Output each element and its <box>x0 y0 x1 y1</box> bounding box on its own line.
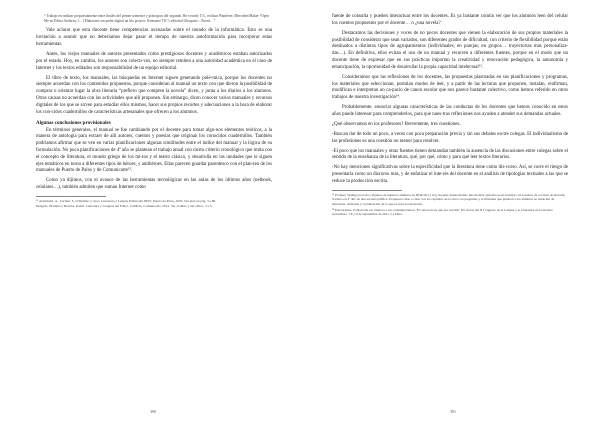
list-item: -El poco que los manuales y otras fuentes tienen demandan también la ausencia de las discusiones entre colegas sobre el sentido de la enseñanza de la literatura, qué, por qué, cómo y para qué leer textos literarios. <box>332 148 568 161</box>
paragraph: Como ya dijimos, con el avance de las herramientas tecnológicas en las aulas de los últimos años (netbook, celulares…), también admiten que suman Internet como <box>36 178 272 191</box>
paragraph: fuente de consulta y pueden interactuar entre los docentes. Es ya bastante común ver que los alumnos leen del celular los cuentos propuestos por el docente… o ¿una novela? <box>332 14 568 26</box>
footnote-divider <box>36 196 106 197</box>
paragraph: El libro de texto, los manuales, las búsquedas en Internet siguen generando polé-mica, porque los docentes no siempre acuerdan con los contenidos propuestos, porque consideran al manual un texto con que dieron la posibilidad de comprar o orientar lugar la obra literaria “prefiero que compren la novela” dicen, y junta a los diarios a los alumnos. Otras causas no acuerdan con las actividades que allí proponen. Sin embargo, dicen conocer varios manuales y recursos digitales de los que se sirven para estudiar ellos mismos, hacer sus propios recortes y adecuaciones a la hora de elaborar los con-cidos cuadernillos de características artesanales que ofrecen a los alumnos. <box>36 75 272 115</box>
left-text-column <box>36 14 272 210</box>
right-text-column <box>332 14 568 218</box>
list-item: -Buscan dar de todo un poco, a veces con poca preparación previa y sin sus debates en-tre colegas. El individualismo de las profesiones es una cuestión no menor para resolver. <box>332 131 568 144</box>
right-page <box>300 0 600 424</box>
paragraph: Consideramos que las reflexiones de los docentes, las propuestas plasmadas en sus planificaciones y programas, los materiales que seleccionan, postulan modos de leer, y a partir de las lecturas que proponen, instalan, reafirman, modifican e interpretan un ca-pacio de canon escolar que nos parece bastante colectivo, como hemos referido en otros trabajos de nuestra investigación¹⁴. <box>332 74 568 101</box>
footnote: ¹⁴ Estivariense. Fabiola De los clásicos a los contemporáneos. El canon en las que por escribir. En: Actas del II Congreso de la Lengua y la Literatura en la escuela secundaria. 7,8 y 9 de septiembre de 2011, La Plata. <box>332 207 553 217</box>
paragraph: En términos generales, el manual se fue cambiando por el docente para tomar algu-nos elementos teóricos, a la manera de antología para extraer de allí autores, cuentos y poesías que originan los conocidos cuadernillos. También podríamos afirmar que se ven en varias planificaciones algunas similitudes entre el índice del manual y la lógica de su formulación. No poca planificaciones de 4º año se plantean el trabajo anual con cierto criterio cronológico que imita con el concepto de literatura, el mundo griego de los mi-tos y el teatro clásico, y desarrolla en las unidades que le siguen ejes temáticos en torno a diferentes tipos de héroes, y antihéroes. Ellas parecen guardar parentesco con el plan-teo de los manuales de Puerto de Palos y de Comunicarte¹². <box>36 127 272 174</box>
paragraph: Destacamos las decisiones y voces de no pocos docentes que vienen la elaboración de sus propios materiales la posibilidad de considerar que sean variados, son diferentes grados de dificultad, con criterio de flexibilidad porque están destinados a distintos tipos de agrupamientos (individuales, en parejas, en grupos… trayectorias más personaliza-das…). En definitiva, ellos evitan el uso de un manual y recurren a diferentes fuentes, porque en el modo que un docente tiene de expresar que en sus prácticas importan la creatividad y renovación pedagógica, la autonomía y emancipación, la oportunidad de desarrollar la propia capacidad intelectual¹³. <box>332 30 568 70</box>
paragraph: Vale aclarar que esta docente tiene competencias avanzadas sobre el mundo de la informática. Esto es una invitación a asumir que no deberíamos dejar pasar el tiempo de nuestra autoformación para incorporar estas herramientas. <box>36 28 272 47</box>
page-number: 391 <box>450 409 456 414</box>
footnote: Delgado, Mariana y Herrera, Isabel. Literatura y Lenguas del Editor, Cdidiola, Comunicarte, 2012. Ver si-diluo y del cálico, 3 a 5. <box>36 204 213 209</box>
footnote: ¹² Arduchetti, A., Cerfetti, S. O’Delfino y otros. Literatura y Lengua Polimodal III/IV, Puerto de Palos, 2003. Ver-sión en pág. 3 a 80. <box>36 198 217 203</box>
top-footnote: “ Trabajo en realizar propuestamente entre finales del primer trimestre y principios del segundo. Ro-cevarly T/C, realizar Wanderer, Mercedes/Maker “Open Me en Editor Audacity (…) Elaborará con poder digital un blo proyect. Romance TIC’s editorial Glosquire – Puerti…” <box>44 14 269 24</box>
list-item: -No hay menciones significativas sobre la especificidad que la literatura tiene como dis-curso. Así, se corre el riesgo de presentarla como un discurso más, y de enfatizar el inte-rés del docente en el análisis de tipologías textuales a las que se reduce la producción escrita. <box>332 165 568 185</box>
paragraph: ¿Qué observamos en los profesores? Brevemente, tres cuestiones. <box>332 121 461 127</box>
footnote: ¹³ Profesor Ventiga recorda a algunos de nuestros alumnos de Didáctica y hoy docente desarrollando una lucidez operativa para trabajar con Cuentos de corazón de Osvaldo Soriano en 4º año de una escuela pública. Propuesta clase a clase con las capítulos de la obra con preguntas y actividades que guiaban a los alumnos en situación de entrevista, reflexión y socialización de lo que el autor ha mostrado. <box>332 192 566 207</box>
section-heading: Algunas conclusiones provisionales <box>36 120 111 126</box>
page-number: 390 <box>150 409 156 414</box>
paragraph: Probablemente, enunciar algunas características de las conductas de los docentes que hemos conocido en estos años puede interesar para comprenderlos, para que nues-tras reflexiones nos ayuden a atender sus demandas actuales. <box>332 105 568 117</box>
paragraph: Antes, los viejos manuales de autores presentados como prestigiosos docentes y académicos estaban autorizados por el estado. Hoy, en cambio, los autores son colecti-vos, no siempre remiten a una autoridad académica en el caso de Internet y los textos editados son responsabilidad de un equipo editorial. <box>36 51 272 71</box>
footnote-divider <box>332 190 402 191</box>
